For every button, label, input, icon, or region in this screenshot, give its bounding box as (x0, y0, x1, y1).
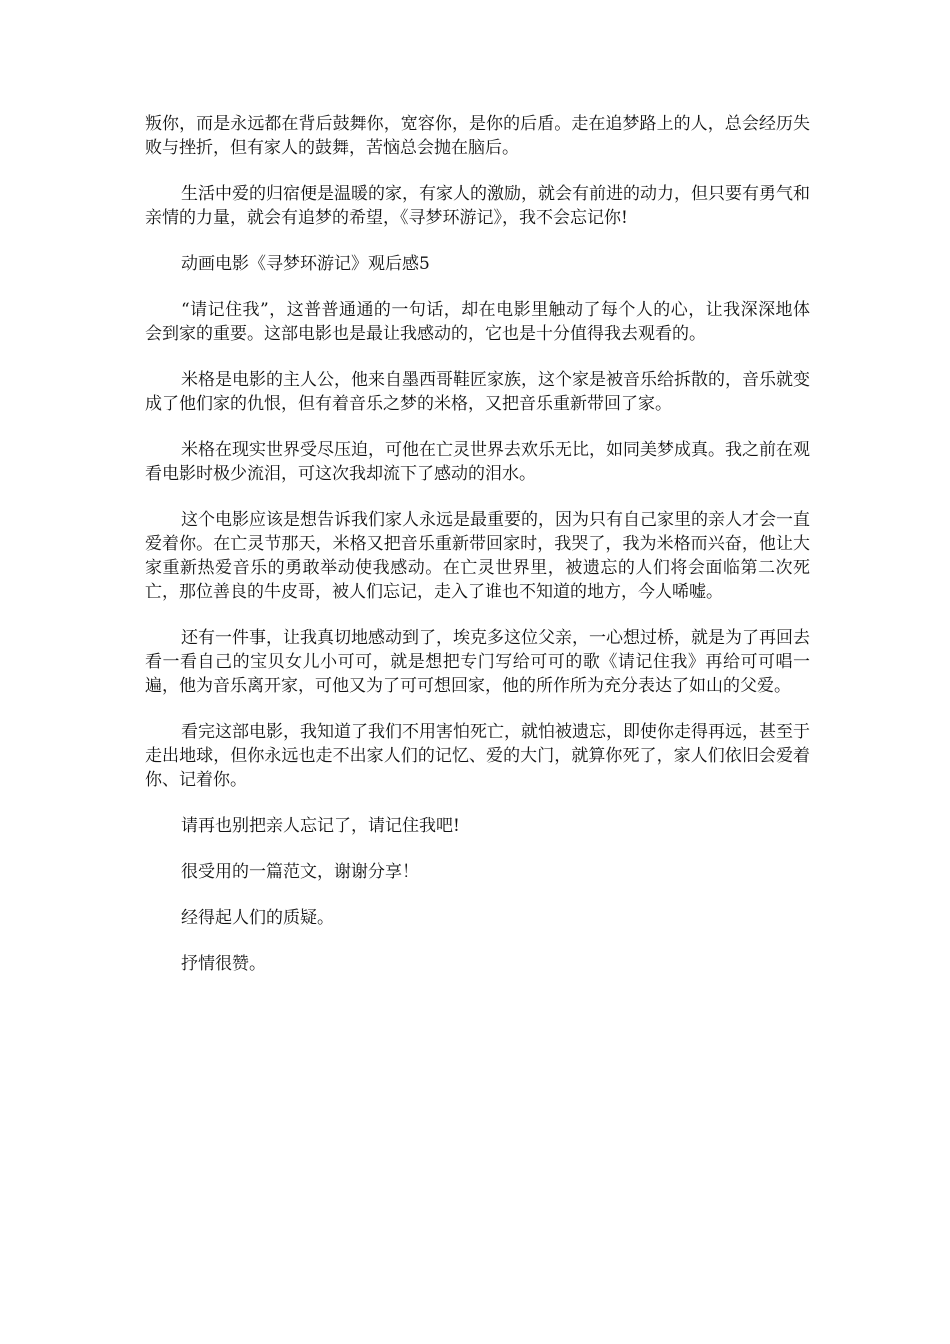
paragraph-continued: 叛你，而是永远都在背后鼓舞你，宽容你，是你的后盾。走在追梦路上的人，总会经历失败与挫折，但有家人的鼓舞，苦恼总会抛在脑后。 (145, 114, 810, 158)
comment: 经得起人们的质疑。 (181, 908, 334, 928)
paragraph: 请再也别把亲人忘记了，请记住我吧! (181, 816, 460, 836)
paragraph: “请记住我”，这普普通通的一句话，却在电影里触动了每个人的心，让我深深地体会到家的重要。这部电影也是最让我感动的，它也是十分值得我去观看的。 (145, 300, 810, 344)
section-heading: 动画电影《寻梦环游记》观后感5 (181, 254, 430, 274)
paragraph: 看完这部电影，我知道了我们不用害怕死亡，就怕被遗忘，即使你走得再远，甚至于走出地球，但你永远也走不出家人们的记忆、爱的大门，就算你死了，家人们依旧会爱着你、记着你。 (145, 722, 810, 790)
paragraph: 还有一件事，让我真切地感动到了，埃克多这位父亲，一心想过桥，就是为了再回去看一看自己的宝贝女儿小可可，就是想把专门写给可可的歌《请记住我》再给可可唱一遍，他为音乐离开家，可他又为了可可想回家，他的所作所为充分表达了如山的父爱。 (145, 628, 810, 696)
paragraph: 米格在现实世界受尽压迫，可他在亡灵世界去欢乐无比，如同美梦成真。我之前在观看电影时极少流泪，可这次我却流下了感动的泪水。 (145, 440, 810, 484)
comment: 抒情很赞。 (181, 954, 266, 974)
comment: 很受用的一篇范文，谢谢分享！ (181, 862, 419, 882)
document-body (145, 112, 810, 998)
paragraph: 生活中爱的归宿便是温暖的家，有家人的激励，就会有前进的动力，但只要有勇气和亲情的力量，就会有追梦的希望，《寻梦环游记》，我不会忘记你! (145, 184, 810, 228)
paragraph: 米格是电影的主人公，他来自墨西哥鞋匠家族，这个家是被音乐给拆散的，音乐就变成了他们家的仇恨，但有着音乐之梦的米格，又把音乐重新带回了家。 (145, 370, 810, 414)
paragraph: 这个电影应该是想告诉我们家人永远是最重要的，因为只有自己家里的亲人才会一直爱着你。在亡灵节那天，米格又把音乐重新带回家时，我哭了，我为米格而兴奋，他让大家重新热爱音乐的勇敢举动使我感动。在亡灵世界里，被遗忘的人们将会面临第二次死亡，那位善良的牛皮哥，被人们忘记，走入了谁也不知道的地方，今人唏嘘。 (145, 510, 810, 602)
